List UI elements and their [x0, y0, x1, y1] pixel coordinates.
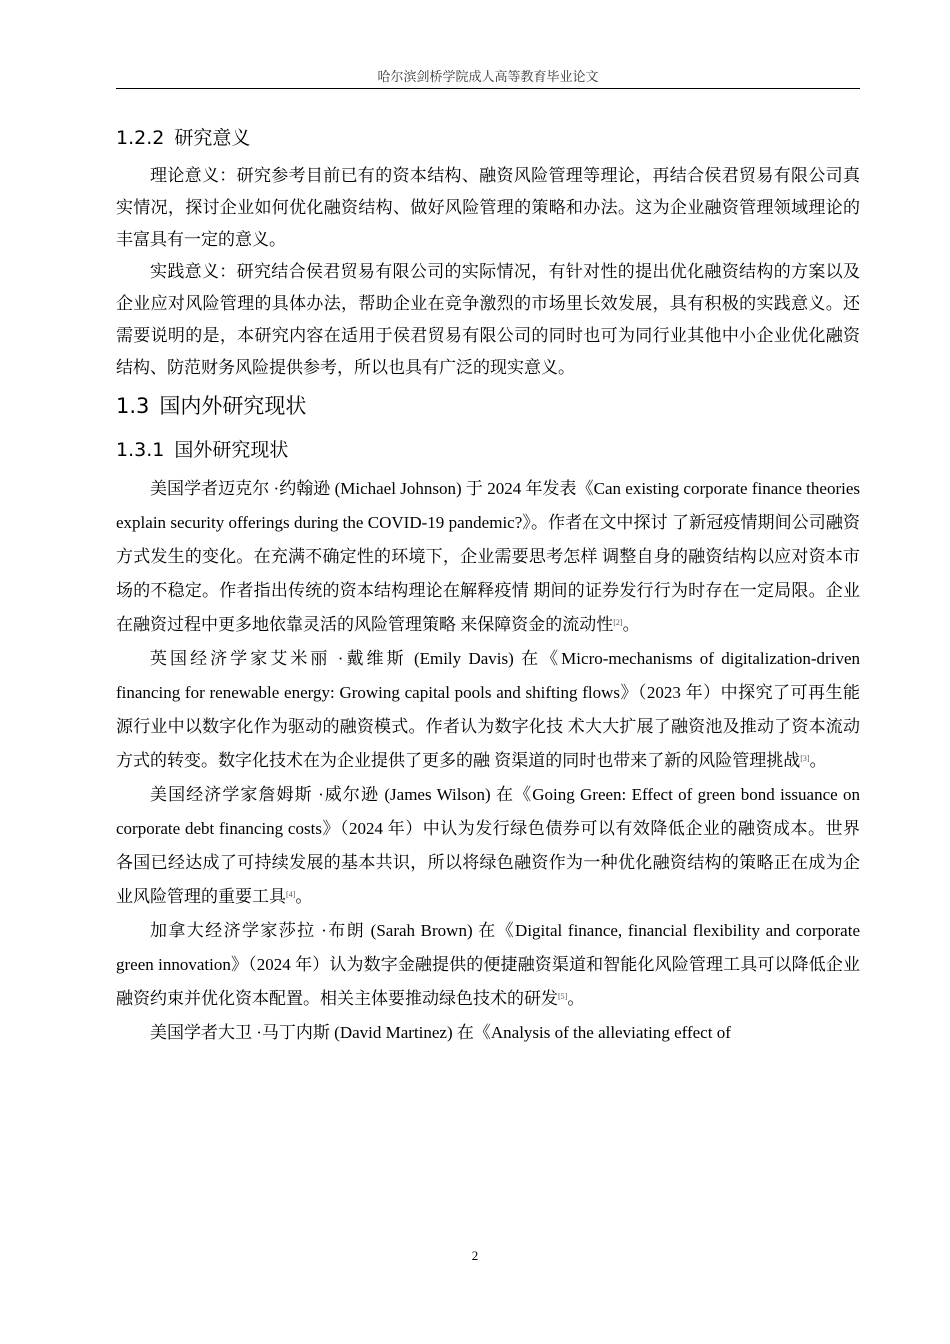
paragraph-johnson [116, 472, 860, 642]
paragraph-practice-significance: 实践意义：研究结合侯君贸易有限公司的实际情况，有针对性的提出优化融资结构的方案以及企业应对风险管理的具体办法，帮助企业在竞争激烈的市场里长效发展，具有积极的实践意义。还需要说明的是，本研究内容在适用于侯君贸易有限公司的同时也可为同行业其他中小企业优化融资结构、防范财务风险提供参考，所以也具有广泛的现实意义。 [116, 262, 860, 377]
paragraph-end: 。 [567, 989, 585, 1008]
citation-ref: [3] [800, 754, 810, 763]
paragraph-text: 加拿大经济学家莎拉 ·布朗 (Sarah Brown) 在《Digital finance, financial flexibility and corporate green innovation》（2024 年）认为数字金融提供的便捷融资渠道和智能化风险管理工具可以降低企业融资约束并优化资本配置。相关主体要推动绿色技术的研发 [116, 921, 860, 1008]
section-heading-1-3-1 [116, 432, 860, 472]
section-title: 国外研究现状 [174, 439, 289, 461]
section-number: 1.2.2 [116, 127, 165, 149]
paragraph-end: 。 [295, 887, 313, 906]
page-body [116, 120, 860, 1050]
citation-ref: [5] [558, 992, 568, 1001]
paragraph-end: 。 [809, 751, 827, 770]
paragraph-text: 美国经济学家詹姆斯 ·威尔逊 (James Wilson) 在《Going Green: Effect of green bond issuance on corporate debt financing costs》（2024 年）中认为发行绿色债券可以有效降低企业的融资成本。世界各国已经达成了可持续发展的基本共识，所以将绿色融资作为一种优化融资结构的策略正在成为企业风险管理的重要工具 [116, 785, 860, 906]
section-number: 1.3 [116, 394, 150, 418]
section-number: 1.3.1 [116, 439, 165, 461]
section-title: 研究意义 [174, 127, 251, 149]
paragraph-martinez [116, 1016, 860, 1050]
paragraph-end: 。 [622, 615, 640, 634]
paragraph-brown [116, 914, 860, 1016]
header-rule [116, 88, 860, 89]
page-number: 2 [471, 1248, 479, 1263]
paragraph-text: 美国学者大卫 ·马丁内斯 (David Martinez) 在《Analysis of the alleviating effect of [150, 1023, 731, 1042]
paragraph-wilson [116, 778, 860, 914]
paragraph-davis [116, 642, 860, 778]
section-title: 国内外研究现状 [159, 394, 307, 418]
citation-ref: [2] [613, 618, 623, 627]
paragraph-text: 英国经济学家艾米丽 ·戴维斯 (Emily Davis) 在《Micro-mechanisms of digitalization-driven financing for renewable energy: Growing capital pools and shifting flows》（2023 年）中探究了可再生能源行业中以数字化作为驱动的融资模式。作者认为数字化技 术大大扩展了融资池及推动了资本流动方式的转变。数字化技术在为企业提供了更多的融 资渠道的同时也带来了新的风险管理挑战 [116, 649, 860, 770]
section-heading-1-3 [116, 384, 860, 432]
paragraph-text: 美国学者迈克尔 ·约翰逊 (Michael Johnson) 于 2024 年发表《Can existing corporate finance theories explain security offerings during the COVID-19 pandemic?》。作者在文中探讨 了新冠疫情期间公司融资方式发生的变化。在充满不确定性的环境下，企业需要思考怎样 调整自身的融资结构以应对资本市场的不稳定。作者指出传统的资本结构理论在解释疫情 期间的证券发行行为时存在一定局限。企业在融资过程中更多地依靠灵活的风险管理策略 来保障资金的流动性 [116, 479, 860, 634]
section-heading-1-2-2 [116, 120, 860, 160]
paragraph-theory-significance: 理论意义：研究参考目前已有的资本结构、融资风险管理等理论，再结合侯君贸易有限公司真实情况，探讨企业如何优化融资结构、做好风险管理的策略和办法。这为企业融资管理领域理论的丰富具有一定的意义。 [116, 166, 860, 249]
running-header: 哈尔滨剑桥学院成人高等教育毕业论文 [377, 69, 599, 84]
citation-ref: [4] [286, 890, 296, 899]
